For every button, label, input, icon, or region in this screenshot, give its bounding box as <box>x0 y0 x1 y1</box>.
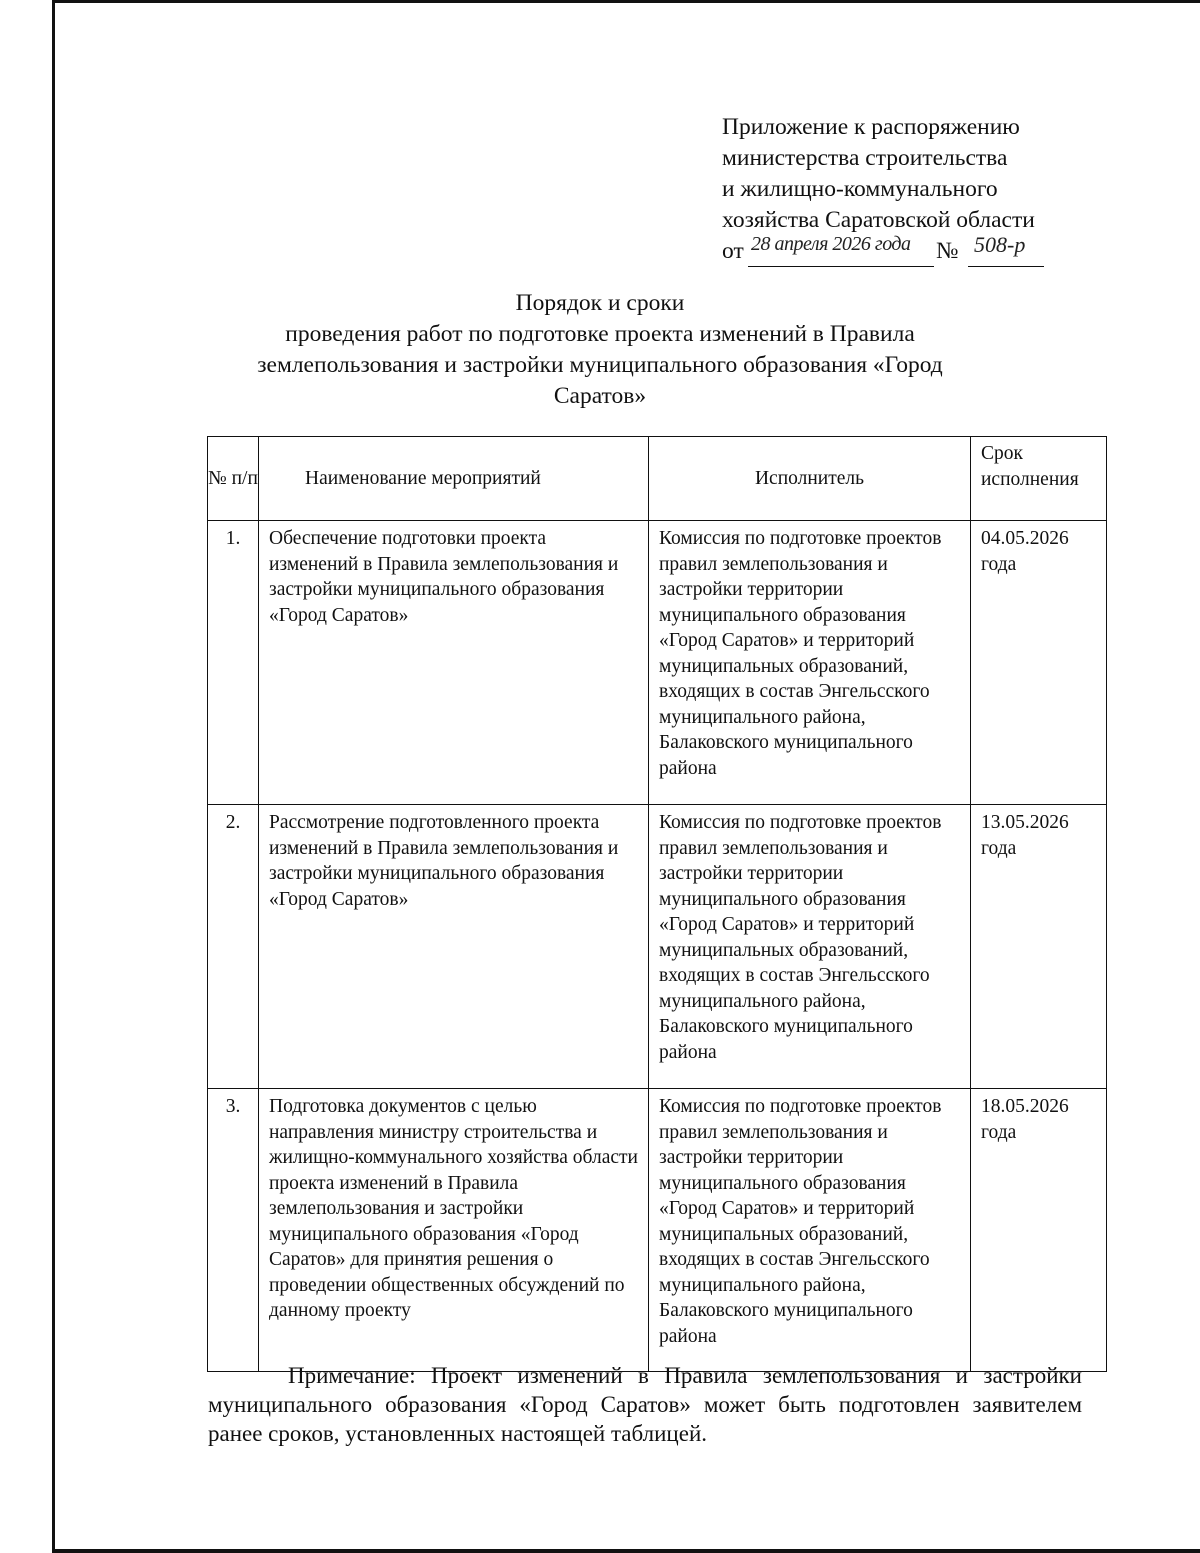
row-name: Обеспечение подготовки проекта изменений в Правила землепользования и застройки муниципального образования «Город Саратов» <box>259 521 649 805</box>
appendix-line: Приложение к распоряжению <box>722 114 1020 140</box>
scan-edge-bottom <box>52 1549 1200 1553</box>
date-prefix: от <box>722 238 744 264</box>
handwritten-number: 508-р <box>974 232 1026 257</box>
heading-subtitle: проведения работ по подготовке проекта изменений в Правила землепользования и застройки муниципального образования «Город Саратов» <box>257 321 943 409</box>
footnote: Примечание: Проект изменений в Правила землепользования и застройки муниципального образования «Город Саратов» может быть подготовлен заявителем ранее сроков, установленных настоящей таблицей. <box>208 1363 1082 1446</box>
document-heading <box>230 288 970 412</box>
order-number-field <box>968 232 1044 267</box>
order-date-field <box>748 233 934 267</box>
row-num: 1. <box>208 521 259 805</box>
row-term: 18.05.2026 года <box>971 1089 1107 1372</box>
order-date-line <box>722 232 1142 267</box>
appendix-line: министерства строительства <box>722 145 1008 171</box>
row-num: 3. <box>208 1089 259 1372</box>
row-num: 2. <box>208 805 259 1089</box>
row-executor: Комиссия по подготовке проектов правил землепользования и застройки территории муниципального образования «Город Саратов» и территорий муниципальных образований, входящих в состав Энгельсского муниципального района, Балаковского муниципального района <box>649 805 971 1089</box>
appendix-line: хозяйства Саратовской области <box>722 207 1035 233</box>
header-name: Наименование мероприятий <box>259 437 649 521</box>
table-row <box>208 805 1107 1089</box>
header-num: № п/п <box>208 437 259 521</box>
scan-edge-left <box>52 0 55 1553</box>
handwritten-date: 28 апреля 2026 года <box>751 233 911 255</box>
row-term: 13.05.2026 года <box>971 805 1107 1089</box>
row-executor: Комиссия по подготовке проектов правил землепользования и застройки территории муниципального образования «Город Саратов» и территорий муниципальных образований, входящих в состав Энгельсского муниципального района, Балаковского муниципального района <box>649 521 971 805</box>
header-executor: Исполнитель <box>649 437 971 521</box>
heading-title: Порядок и сроки <box>515 290 685 316</box>
row-name: Подготовка документов с целью направления министру строительства и жилищно-коммунального хозяйства области проекта изменений в Правила землепользования и застройки муниципального образования «Город Саратов» для принятия решения о проведении общественных обсуждений по данному проекту <box>259 1089 649 1372</box>
header-term: Срок исполнения <box>971 437 1107 521</box>
row-term: 04.05.2026 года <box>971 521 1107 805</box>
row-name: Рассмотрение подготовленного проекта изменений в Правила землепользования и застройки муниципального образования «Город Саратов» <box>259 805 649 1089</box>
row-executor: Комиссия по подготовке проектов правил землепользования и застройки территории муниципального образования «Город Саратов» и территорий муниципальных образований, входящих в состав Энгельсского муниципального района, Балаковского муниципального района <box>649 1089 971 1372</box>
table-header-row <box>208 437 1107 521</box>
table-row <box>208 1089 1107 1372</box>
appendix-line: и жилищно-коммунального <box>722 176 998 202</box>
schedule-table <box>207 436 1107 1372</box>
table-row <box>208 521 1107 805</box>
scan-edge-top <box>52 0 1200 3</box>
appendix-block <box>722 112 1142 267</box>
number-prefix: № <box>936 238 959 264</box>
